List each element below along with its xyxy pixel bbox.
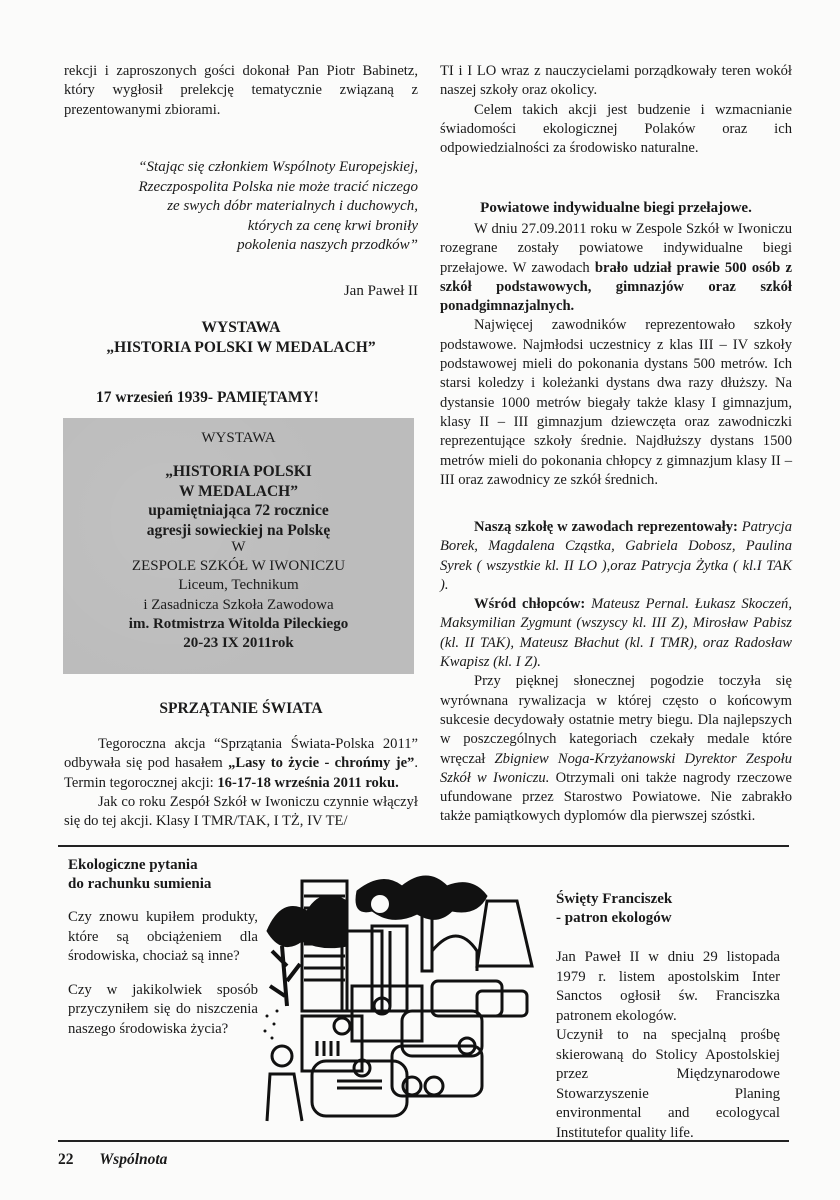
francis-body	[556, 948, 780, 1143]
right-intro	[440, 62, 792, 158]
race-paragraph	[440, 220, 792, 316]
quote-line: których za cenę krwi broniły	[247, 217, 418, 234]
francis-paragraph: Jan Paweł II w dniu 29 listopada 1979 r. listem apostolskim Inter Sanctos ogłosił św. Franciszka patronem ekologów.	[556, 949, 780, 1024]
quote-line: Rzeczpospolita Polska nie może tracić niczego	[138, 178, 418, 195]
smoke-cloud	[267, 895, 347, 947]
francis-title	[556, 890, 780, 928]
eco-title-line: Ekologiczne pytania	[68, 857, 198, 873]
illustration-svg	[262, 856, 542, 1126]
poster-bold-block	[63, 462, 414, 540]
poster-line: 20-23 IX 2011rok	[183, 635, 294, 652]
footer-divider	[58, 1140, 789, 1142]
poster-line: W MEDALACH”	[179, 482, 298, 500]
continuation-paragraph: TI i I LO wraz z nauczycielami porządkowały teren wokół naszej szkoły oraz okolicy.	[440, 63, 792, 99]
page-footer	[58, 1151, 167, 1169]
poster-line: im. Rotmistrza Witolda Pileckiego	[128, 615, 349, 632]
boys-names: Mateusz Pernal. Łukasz Skoczeń, Maksymilian Zygmunt (wszyscy kl. III Z), Mirosław Pabisz (kl. II TAK), Mateusz Błachut (kl. I TMR), oraz Radosław Kwapisz (kl. I Z).	[440, 596, 792, 671]
eco-title-line: do rachunku sumienia	[68, 876, 212, 892]
boys-label: Wśród chłopców:	[474, 596, 586, 613]
purpose-paragraph: Celem takich akcji jest budzenie i wzmacnianie świadomości ekologicznej Polaków oraz ich odpowiedzialności za środowisko naturalne.	[440, 101, 792, 157]
sun	[371, 895, 389, 913]
girls-team-paragraph	[440, 518, 792, 595]
intro-text: rekcji i zaproszonych gości dokonał Pan Piotr Babinetz, który wygłosił prelekcję tematycznie związaną z prezentowanymi zbiorami.	[64, 63, 418, 118]
person-head	[272, 1046, 292, 1066]
text-run: Tegoroczna akcja “Sprzątania Świata-Polska 2011” odbywała się pod hasałem	[64, 736, 418, 772]
person-body	[267, 1074, 302, 1121]
boys-team-paragraph	[440, 595, 792, 672]
francis-title-line: - patron ekologów	[556, 910, 672, 926]
slogan: „Lasy to życie - chrońmy je”	[228, 755, 415, 772]
quote-author: Jan Paweł II	[343, 283, 418, 299]
girls-label: Naszą szkołę w zawodach reprezentowały:	[474, 519, 738, 535]
eco-questions	[68, 908, 258, 1039]
eco-questions-box	[68, 856, 258, 1039]
text-run: Przy pięknej słonecznej pogodzie toczyła się wyrównana rywalizacja w której często o końcowym sukcesie decydowały ostatnie metry biegu. Dla najlepszych w poszczególnych kategoriach czekały medale które wręczał	[440, 673, 792, 767]
intro-paragraph	[64, 62, 418, 120]
poster-line: ZESPOLE SZKÓŁ W IWONICZU	[131, 558, 346, 575]
girls-names: Patrycja Borek, Magdalena Cząstka, Gabriela Dobosz, Paulina Syrek ( wszystkie kl. II LO ),oraz Patrycja Żytka ( kl.I TAK ).	[440, 519, 792, 593]
quote-line: “Stając się członkiem Wspólnoty Europejskiej,	[138, 159, 418, 175]
cooling-tower	[477, 901, 532, 966]
date-range: 16-17-18 września 2011 roku.	[217, 774, 399, 791]
race-paragraph: Najwięcej zawodników reprezentowało szkoły podstawowe. Najmłodsi uczestnicy z klas III – IV szkoły podstawowej mieli do pokonania dystans 500 metrów. Ich starsi koledzy i koleżanki dystans dwa razy dłuższy. Na dystansie 1000 metrów biegały także klasy I gimnazjum, klasy II – III gimnazjum dziewczęta oraz zawodniczki reprezentujące szkoły średnie. Najdłuższy dystans 1500 metrów mieli do pokonania chłopcy z gimnazjum klasy II – III oraz zawodnicy ze szkół średnich.	[440, 317, 792, 488]
eco-question: Czy znowu kupiłem produkty, które są obciążeniem dla środowiska, chociaż są inne?	[68, 909, 258, 964]
director-name: Zbigniew Noga-Krzyżanowski Dyrektor Zespołu Szkół w Iwoniczu.	[440, 750, 793, 786]
francis-paragraph: Uczynił to na specjalną prośbę skierowaną do Stolicy Apostolskiej przez Międzynarodowe Stowarzyszenie Planing environmental and ecologycal Institutefor quality life.	[556, 1027, 780, 1141]
race-heading: Powiatowe indywidualne biegi przełajowe.	[480, 200, 752, 216]
exhibit-poster	[63, 418, 414, 674]
quote-line: pokolenia naszych przodków”	[237, 237, 418, 254]
exhibit-heading-line: WYSTAWA	[201, 319, 281, 336]
poster-line: „HISTORIA POLSKI	[165, 463, 312, 480]
team-body	[440, 518, 792, 827]
polluted-city-traffic-illustration	[262, 856, 542, 1126]
poster-line: Liceum, Technikum	[178, 577, 299, 594]
poster-line: upamiętniająca 72 rocznice	[148, 502, 329, 519]
poster-line: W	[231, 539, 246, 555]
poster-line: agresji sowieckiej na Polskę	[146, 521, 331, 539]
cleanup-body	[64, 735, 418, 831]
text-run: W dniu 27.09.2011 roku w Zespole Szkół w Iwoniczu rozegrane zostały powiatowe indywidualne biegi przełajowe. W zawodach	[440, 221, 792, 276]
bare-tree	[270, 946, 300, 1006]
arch-building	[432, 936, 477, 971]
pope-quote	[64, 158, 418, 256]
remember-heading: 17 wrzesień 1939- PAMIĘTAMY!	[96, 389, 319, 406]
st-francis-box	[556, 890, 780, 1143]
poster-line: i Zasadnicza Szkoła Zawodowa	[143, 596, 334, 613]
eco-title	[68, 856, 258, 894]
text-run: . Termin tegorocznej akcji:	[64, 755, 418, 791]
car	[402, 1011, 482, 1056]
magazine-name: Wspólnota	[99, 1151, 168, 1168]
quote-line: ze swych dóbr materialnych i duchowych,	[167, 198, 418, 215]
poster-title: WYSTAWA	[201, 430, 276, 446]
race-body	[440, 220, 792, 490]
exhibit-heading-line: „HISTORIA POLSKI W MEDALACH”	[106, 339, 376, 356]
cleanup-paragraph: Jak co roku Zespół Szkół w Iwoniczu czynnie włączył się do tej akcji. Klasy I TMR/TAK, I TŻ, IV TE/	[64, 793, 418, 830]
final-paragraph	[440, 672, 792, 826]
participants-highlight: brało udział prawie 500 osób z szkół podstawowych, gimnazjów oraz szkół ponadgimnazjalnych.	[440, 259, 792, 315]
page-number: 22	[58, 1151, 74, 1168]
text-run: Otrzymali oni także nagrody rzeczowe ufundowane przez Starostwo Powiatowe. Nie zabrakło także pamiątkowych dyplomów dla pierwszej szóstki.	[440, 769, 792, 825]
francis-title-line: Święty Franciszek	[556, 891, 673, 907]
eco-question: Czy w jakikolwiek sposób przyczyniłem się do niszczenia naszego środowiska życia?	[68, 981, 258, 1037]
cleanup-paragraph	[64, 735, 418, 793]
cleanup-heading: SPRZĄTANIE ŚWIATA	[159, 700, 323, 717]
exhibit-heading	[64, 318, 418, 358]
poster-normal-block	[63, 538, 414, 653]
section-divider	[58, 845, 789, 847]
